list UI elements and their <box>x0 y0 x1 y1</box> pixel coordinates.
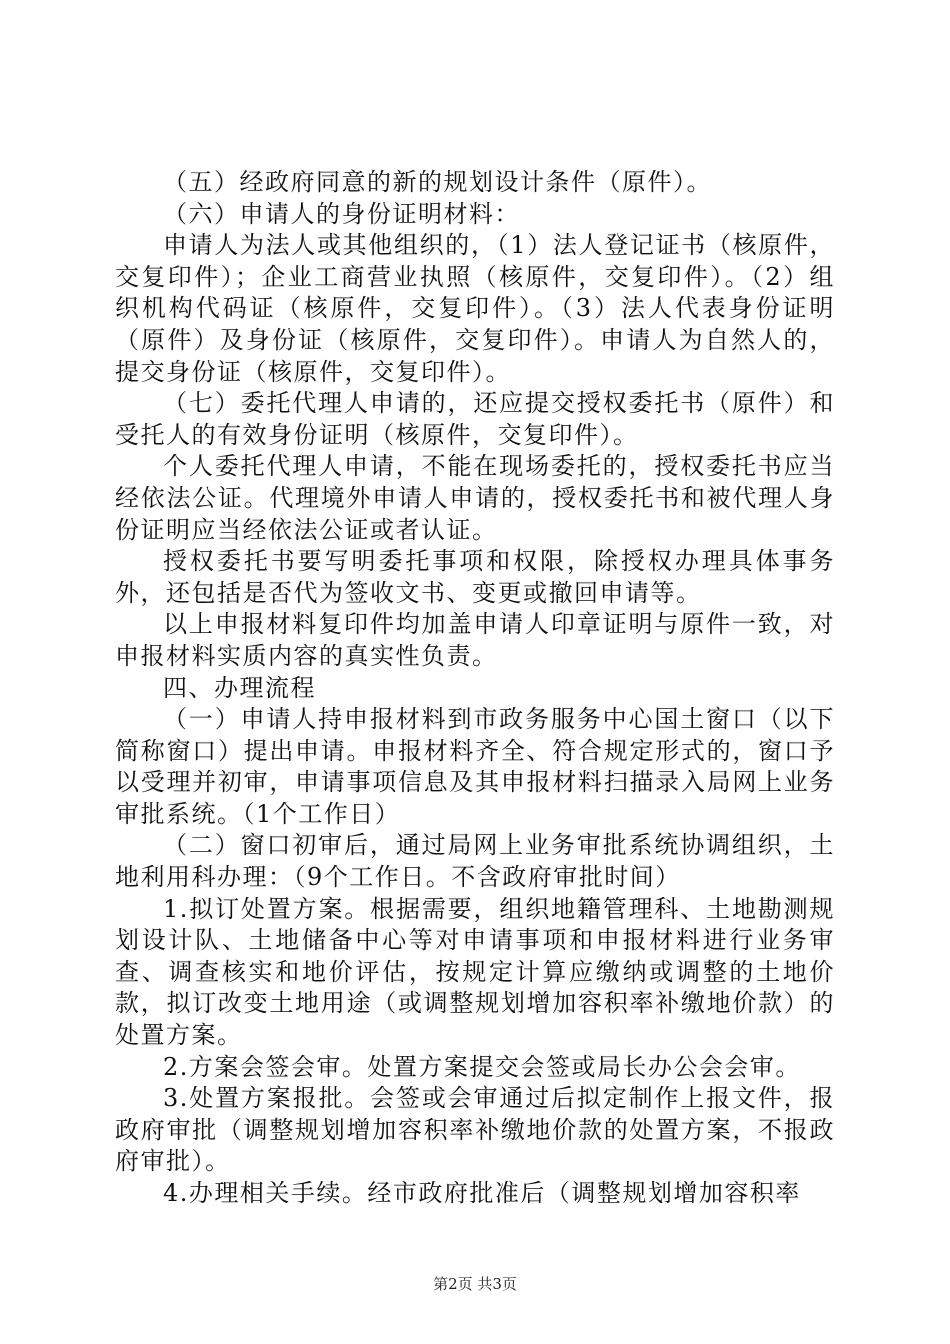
paragraph-9: （一）申请人持申报材料到市政务服务中心国土窗口（以下简称窗口）提出申请。申报材料齐全、符合规定形式的，窗口予以受理并初审，申请事项信息及其申报材料扫描录入局网上业务审批系统。（1个工作日） <box>115 705 835 828</box>
paragraph-13: 3.处置方案报批。会签或会审通过后拟定制作上报文件，报政府审批（调整规划增加容积率补缴地价款的处置方案，不报政府审批）。 <box>115 1084 835 1176</box>
document-body <box>115 167 835 1210</box>
paragraph-14: 4.办理相关手续。经市政府批准后（调整规划增加容积率 <box>163 1179 801 1207</box>
paragraph-7: 以上申报材料复印件均加盖申请人印章证明与原件一致，对申报材料实质内容的真实性负责。 <box>115 610 835 670</box>
paragraph-11: 1.拟订处置方案。根据需要，组织地籍管理科、土地勘测规划设计队、土地储备中心等对申请事项和申报材料进行业务审查、调查核实和地价评估，按规定计算应缴纳或调整的土地价款，拟订改变土地用途（或调整规划增加容积率补缴地价款）的处置方案。 <box>115 894 835 1050</box>
paragraph-10: （二）窗口初审后，通过局网上业务审批系统协调组织，土地利用科办理：（9个工作日。不含政府审批时间） <box>115 831 835 892</box>
paragraph-12: 2.方案会签会审。处置方案提交会签或局长办公会会审。 <box>163 1052 801 1081</box>
section-heading: 四、办理流程 <box>163 673 316 702</box>
paragraph-5: 个人委托代理人申请，不能在现场委托的，授权委托书应当经依法公证。代理境外申请人申请的，授权委托书和被代理人身份证明应当经依法公证或者认证。 <box>115 452 835 544</box>
page-footer: 第2页 共3页 <box>433 1275 517 1293</box>
paragraph-1: （五）经政府同意的新的规划设计条件（原件）。 <box>163 168 712 196</box>
paragraph-6: 授权委托书要写明委托事项和权限，除授权办理具体事务外，还包括是否代为签收文书、变更或撤回申请等。 <box>115 547 835 607</box>
paragraph-4: （七）委托代理人申请的，还应提交授权委托书（原件）和受托人的有效身份证明（核原件，交复印件）。 <box>115 389 835 449</box>
paragraph-3: 申请人为法人或其他组织的，（1）法人登记证书（核原件，交复印件）；企业工商营业执照（核原件，交复印件）。（2）组织机构代码证（核原件，交复印件）。（3）法人代表身份证明（原件）及身份证（核原件，交复印件）。申请人为自然人的，提交身份证（核原件，交复印件）。 <box>115 231 835 386</box>
paragraph-2: （六）申请人的身份证明材料： <box>163 199 520 228</box>
